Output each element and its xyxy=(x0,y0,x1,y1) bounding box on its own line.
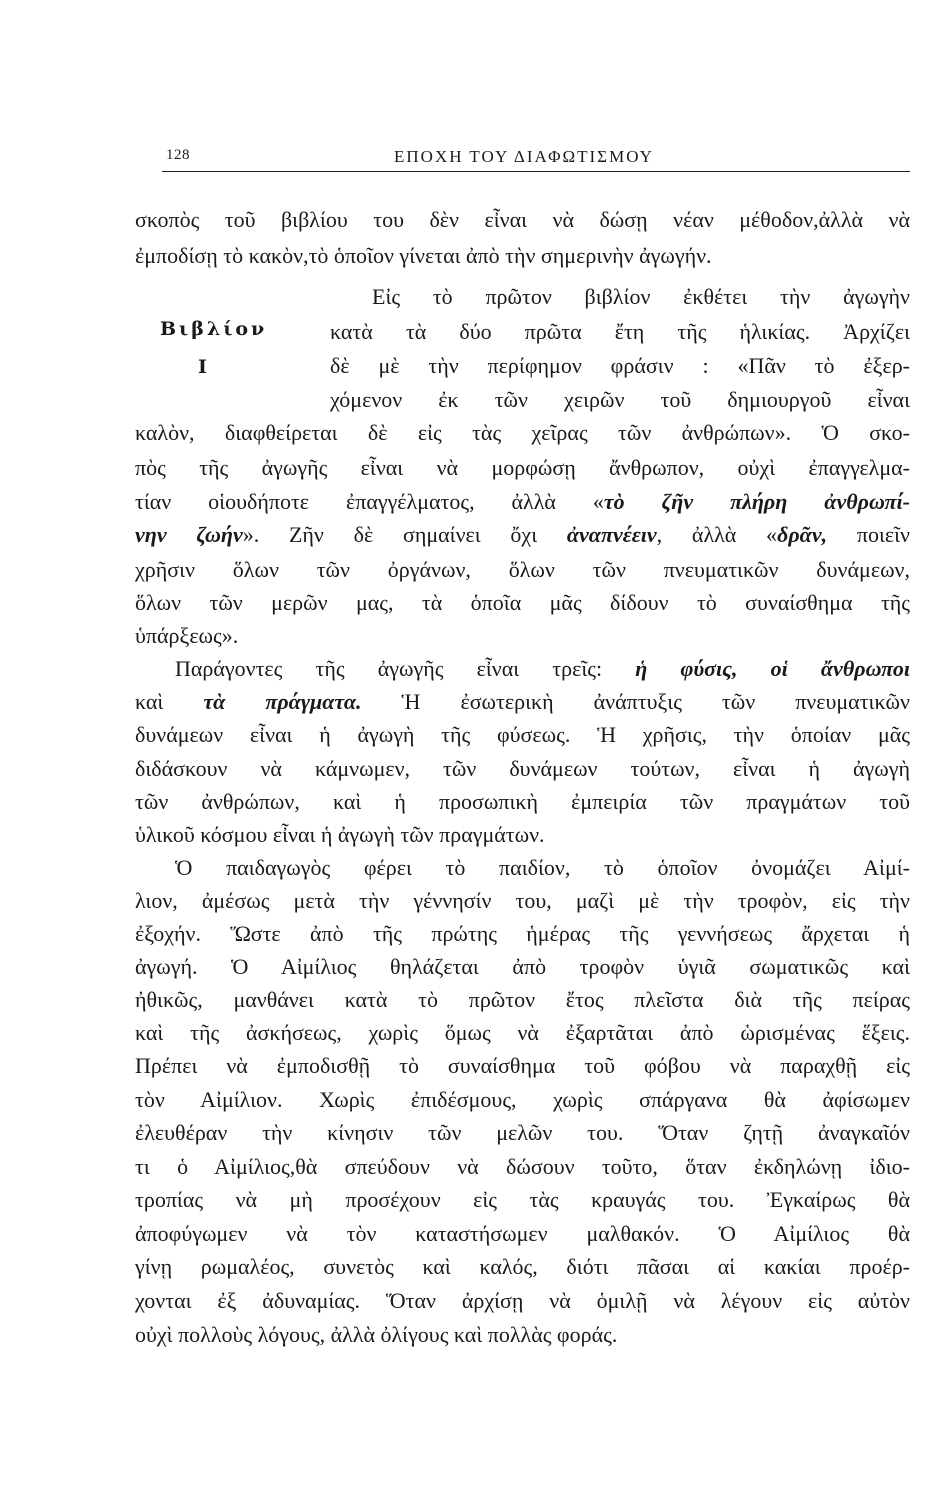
text-line: γίνῃ ρωμαλέος, συνετὸς καὶ καλός, διότι πᾶσαι αἱ κακίαι προέρ- xyxy=(135,1254,910,1279)
text-run: Παράγοντες τῆς ἀγωγῆς εἶναι τρεῖς: xyxy=(175,656,636,681)
text-line: Εἰς τὸ πρῶτον βιβλίον ἐκθέτει τὴν ἀγωγὴν xyxy=(372,284,910,309)
text-line: ὑλικοῦ κόσμου εἶναι ἡ ἀγωγὴ τῶν πραγμάτων. xyxy=(135,822,545,847)
running-title: ΕΠΟΧΗ ΤΟΥ ΔΙΑΦΩΤΙΣΜΟΥ xyxy=(394,147,654,166)
text-line: χονται ἐξ ἀδυναμίας. Ὅταν ἀρχίσῃ νὰ ὁμιλῇ νὰ λέγουν εἰς αὐτὸν xyxy=(135,1288,910,1313)
text-line: ἀγωγή. Ὁ Αἰμίλιος θηλάζεται ἀπὸ τροφὸν ὑγιᾶ σωματικῶς καὶ xyxy=(135,954,910,979)
text-run: καὶ xyxy=(135,689,204,714)
text-line: ἐλευθέραν τὴν κίνησιν τῶν μελῶν του. Ὅταν ζητῇ ἀναγκαῖόν xyxy=(135,1120,910,1145)
text-line: κατὰ τὰ δύο πρῶτα ἔτη τῆς ἡλικίας. Ἀρχίζει xyxy=(330,319,910,344)
margin-note-number: Ι xyxy=(198,356,207,378)
text-line: τῶν ἀνθρώπων, καὶ ἡ προσωπικὴ ἐμπειρία τῶν πραγμάτων τοῦ xyxy=(135,789,910,814)
text-line: καλὸν, διαφθείρεται δὲ εἰς τὰς χεῖρας τῶν ἀνθρώπων». Ὁ σκο- xyxy=(135,420,910,445)
emphasis-run: ἡ φύσις, οἱ ἄνθρωποι xyxy=(635,656,910,681)
text-line xyxy=(135,486,910,518)
text-line: δὲ μὲ τὴν περίφημον φράσιν : «Πᾶν τὸ ἐξερ- xyxy=(330,353,910,378)
text-line: ὅλων τῶν μερῶν μας, τὰ ὁποῖα μᾶς δίδουν τὸ συναίσθημα τῆς xyxy=(135,590,910,615)
text-line: πὸς τῆς ἀγωγῆς εἶναι νὰ μορφώσῃ ἄνθρωπον, οὐχὶ ἐπαγγελμα- xyxy=(135,455,910,480)
emphasis-run: νην ζωήν xyxy=(135,522,243,547)
emphasis-run: τὰ πράγματα. xyxy=(203,689,362,714)
text-line: ἐμποδίσῃ τὸ κακὸν,τὸ ὁποῖον γίνεται ἀπὸ τὴν σημερινὴν ἀγωγήν. xyxy=(135,243,712,268)
page-number: 128 xyxy=(166,147,190,163)
text-line: Πρέπει νὰ ἐμποδισθῇ τὸ συναίσθημα τοῦ φόβου νὰ παραχθῇ εἰς xyxy=(135,1053,910,1078)
text-line: ἐξοχήν. Ὥστε ἀπὸ τῆς πρώτης ἡμέρας τῆς γεννήσεως ἄρχεται ἡ xyxy=(135,921,910,946)
text-line: χρῆσιν ὅλων τῶν ὀργάνων, ὅλων τῶν πνευματικῶν δυνάμεων, xyxy=(135,557,910,582)
text-line: τὸν Αἰμίλιον. Χωρὶς ἐπιδέσμους, χωρὶς σπάργανα θὰ ἀφίσωμεν xyxy=(135,1087,910,1112)
text-line: οὐχὶ πολλοὺς λόγους, ἀλλὰ ὀλίγους καὶ πολλὰς φοράς. xyxy=(135,1322,618,1347)
text-line: διδάσκουν νὰ κάμνωμεν, τῶν δυνάμεων τούτων, εἶναι ἡ ἀγωγὴ xyxy=(135,756,910,781)
text-run: τίαν οἱουδήποτε ἐπαγγέλματος, ἀλλὰ « xyxy=(135,489,604,514)
text-run: ». Ζῆν δὲ σημαίνει ὄχι xyxy=(242,522,567,547)
emphasis-run: δρᾶν, xyxy=(777,522,828,547)
text-run: ποιεῖν xyxy=(827,522,910,547)
text-line: δυνάμεων εἶναι ἡ ἀγωγὴ τῆς φύσεως. Ἡ χρῆσις, τὴν ὁποίαν μᾶς xyxy=(135,722,910,747)
text-line: Ὁ παιδαγωγὸς φέρει τὸ παιδίον, τὸ ὁποῖον ὀνομάζει Αἰμί- xyxy=(175,855,910,880)
text-line xyxy=(175,653,910,685)
emphasis-run: τὸ ζῆν πλήρη ἀνθρωπί- xyxy=(603,489,911,514)
text-line: τι ὁ Αἰμίλιος,θὰ σπεύδουν νὰ δώσουν τοῦτο, ὅταν ἐκδηλώνῃ ἰδιο- xyxy=(135,1154,910,1179)
text-line xyxy=(135,686,910,718)
text-line: λιον, ἀμέσως μετὰ τὴν γέννησίν του, μαζὶ μὲ τὴν τροφὸν, εἰς τὴν xyxy=(135,888,910,913)
text-line: σκοπὸς τοῦ βιβλίου του δὲν εἶναι νὰ δώσῃ νέαν μέθοδον,ἀλλὰ νὰ xyxy=(135,207,910,232)
text-line: ἠθικῶς, μανθάνει κατὰ τὸ πρῶτον ἔτος πλεῖστα διὰ τῆς πείρας xyxy=(135,987,910,1012)
text-line: καὶ τῆς ἀσκήσεως, χωρὶς ὅμως νὰ ἐξαρτᾶται ἀπὸ ὡρισμένας ἕξεις. xyxy=(135,1020,910,1045)
margin-note-label: Βιβλίον xyxy=(160,318,268,340)
text-line: τροπίας νὰ μὴ προσέχουν εἰς τὰς κραυγάς του. Ἐγκαίρως θὰ xyxy=(135,1187,910,1212)
running-head xyxy=(162,147,910,172)
text-line: ἀποφύγωμεν νὰ τὸν καταστήσωμεν μαλθακόν. Ὁ Αἰμίλιος θὰ xyxy=(135,1221,910,1246)
emphasis-run: ἀναπνέειν xyxy=(566,522,657,547)
text-line: χόμενον ἐκ τῶν χειρῶν τοῦ δημιουργοῦ εἶναι xyxy=(330,387,910,412)
text-run: Ἡ ἐσωτερικὴ ἀνάπτυξις τῶν πνευματικῶν xyxy=(361,689,910,714)
text-line xyxy=(135,519,910,551)
text-line: ὑπάρξεως». xyxy=(135,623,239,648)
text-run: , ἀλλὰ « xyxy=(656,522,778,547)
